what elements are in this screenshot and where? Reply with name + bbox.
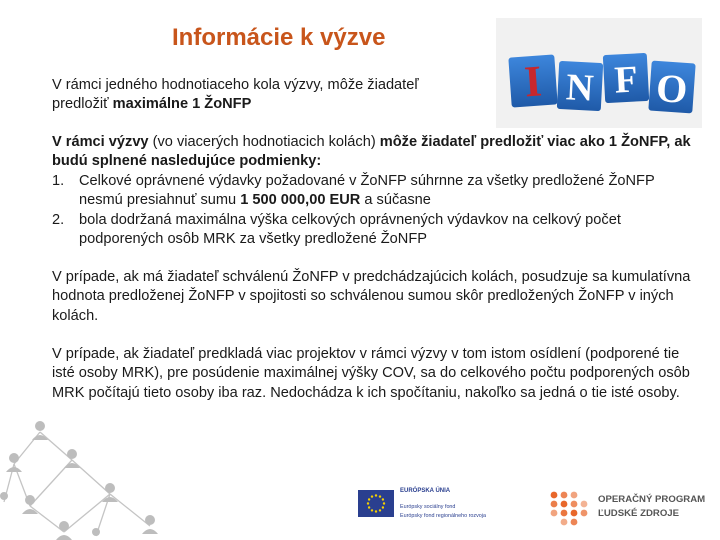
- condition-item-1: 1. Celkové oprávnené výdavky požadované v ŽoNFP súhrnne za všetky predložené ŽoNFP nesmú presiahnuť sumu 1 500 000,00 EUR a súčasne: [52, 172, 655, 209]
- person-icon: [56, 521, 72, 540]
- info-tile-f: [603, 53, 649, 103]
- eu-fund-erdf: Európsky fond regionálneho rozvoja: [400, 513, 487, 519]
- paragraph-max-one-application: V rámci jedného hodnotiaceho kola výzvy, môže žiadateľ predložiť maximálne 1 ŽoNFP: [52, 77, 419, 113]
- paragraph-conditions: [52, 133, 698, 249]
- op-dots-icon: [548, 490, 592, 528]
- paragraph-cumulative-value: V prípade, ak má žiadateľ schválenú ŽoNFP v predchádzajúcich kolách, posudzuje sa kumulatívna hodnota predloženej ŽoNFP v spojitosti so schválenou sumou skôr predložených ŽoNFP v iných kolách.: [52, 269, 691, 324]
- info-tile-i: [508, 54, 557, 107]
- svg-text:F: F: [613, 58, 639, 102]
- svg-text:O: O: [654, 64, 689, 113]
- person-icon: [0, 492, 8, 500]
- paragraph-same-persons: V prípade, ak žiadateľ predkladá viac projektov v rámci výzvy v tom istom osídlení (podporené tie isté osoby MRK), pre posúdenie maximálnej výšky COV, sa do celkového počtu podporených osôb MRK počítajú tieto osoby iba raz. Nedochádza k ich spočítaniu, nakoľko sa jedná o tie isté osoby.: [52, 346, 690, 401]
- info-tile-o: [648, 61, 695, 114]
- eu-flag-icon: [358, 490, 394, 517]
- person-icon: [22, 495, 38, 514]
- eu-fund-esf: Európsky sociálny fond: [400, 504, 456, 510]
- person-icon: [142, 515, 158, 534]
- info-logo-image: [496, 18, 702, 128]
- op-human-resources-logo: [548, 486, 718, 530]
- people-network-decoration: [0, 410, 340, 540]
- svg-text:N: N: [565, 66, 595, 110]
- condition-item-2: 2. bola dodržaná maximálna výška celkových oprávnených výdavkov na celkový počet podporených osôb MRK za všetky predložené ŽoNFP: [52, 211, 621, 248]
- eu-title: EURÓPSKA ÚNIA: [400, 488, 451, 494]
- eu-logo: [358, 486, 518, 530]
- conditions-intro: V rámci výzvy (vo viacerých hodnotiacich kolách) môže žiadateľ predložiť viac ako 1 ŽoNFP, ak budú splnené nasledujúce podmienky:: [52, 134, 691, 170]
- person-icon: [92, 528, 100, 536]
- op-line-2: ĽUDSKÉ ZDROJE: [598, 508, 680, 519]
- info-tile-n: [557, 61, 603, 111]
- page-title: Informácie k výzve: [172, 24, 386, 51]
- op-line-1: OPERAČNÝ PROGRAM: [598, 494, 706, 505]
- svg-text:I: I: [522, 56, 544, 107]
- person-icon: [6, 453, 22, 472]
